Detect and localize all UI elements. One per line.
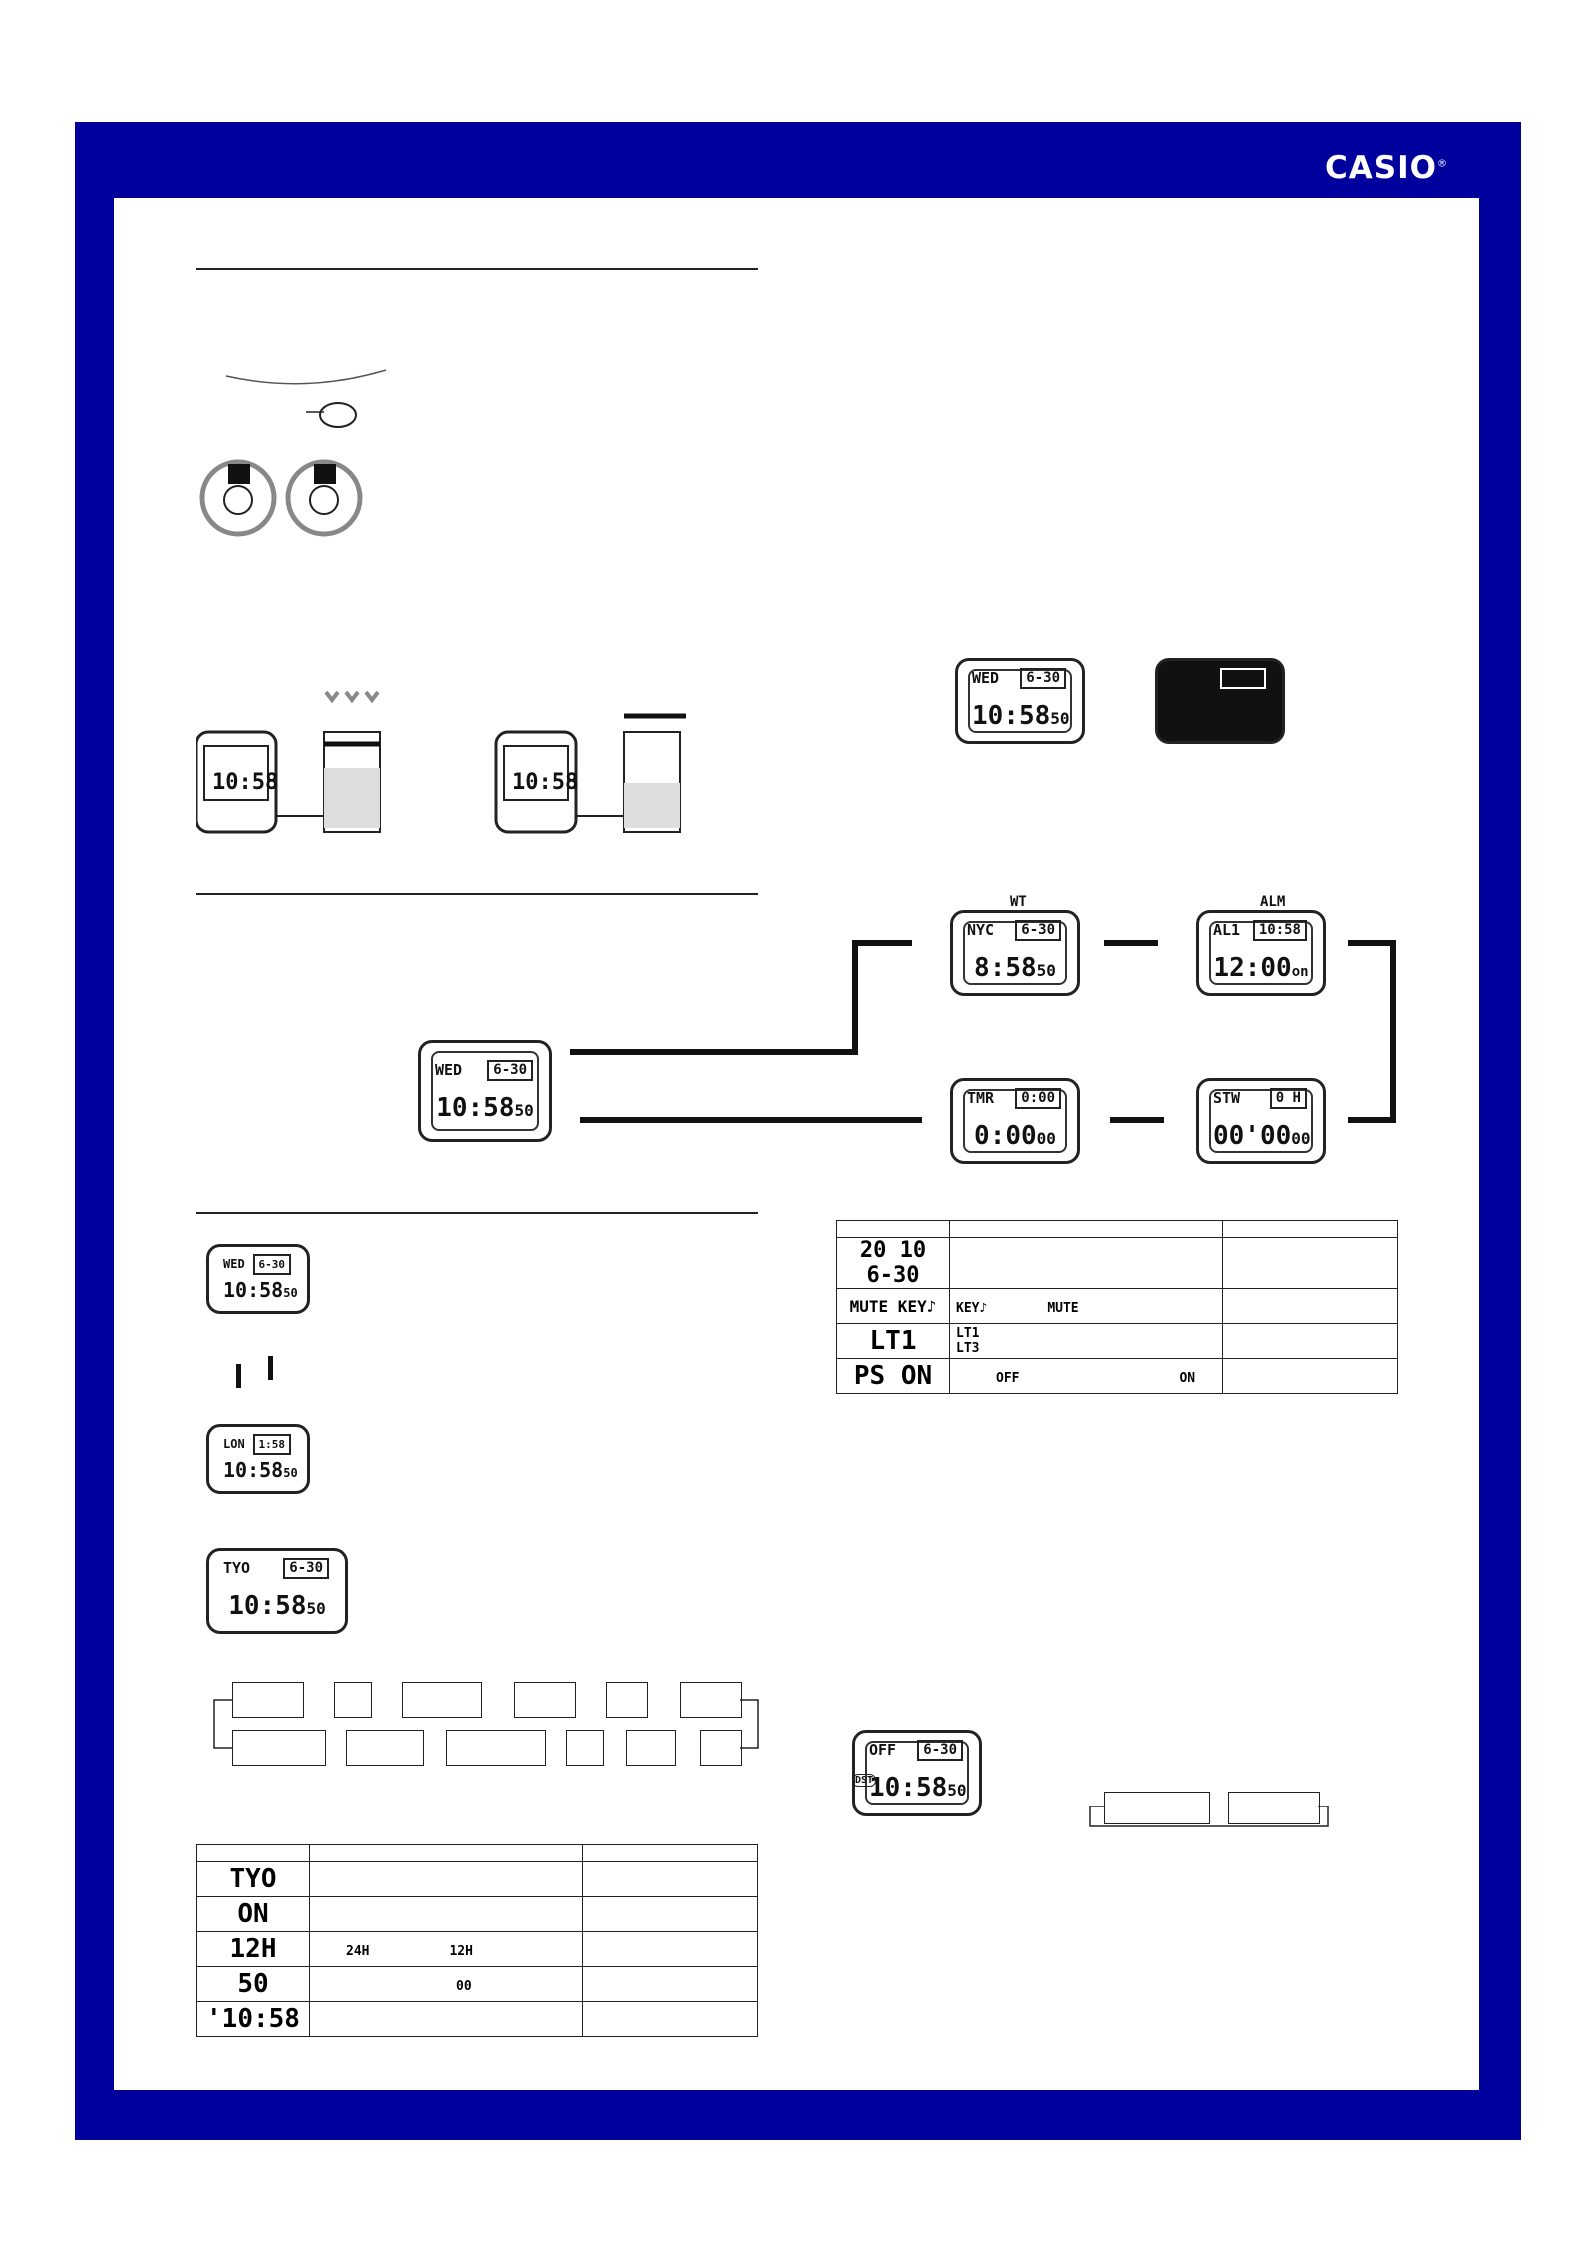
solar-display-left: 10:58 bbox=[212, 770, 279, 795]
watch-dst: OFF 6-30 10:5850 bbox=[852, 1730, 982, 1816]
mode-flow-line bbox=[580, 1117, 922, 1123]
mode-flow-line bbox=[852, 940, 858, 1055]
watch-display-inverted: WED 6-30 10:5850 bbox=[1155, 658, 1285, 744]
solar-display-right: 10:58 bbox=[512, 770, 579, 795]
dst-loop-arrow bbox=[1088, 1806, 1334, 1830]
marker bbox=[268, 1356, 273, 1380]
section-rule bbox=[196, 1212, 758, 1214]
watch-alarm: AL1 10:58 12:00on bbox=[1196, 910, 1326, 996]
display-cell: 12H bbox=[197, 1932, 310, 1967]
mode-flow-line bbox=[852, 940, 912, 946]
display-cell: 50 bbox=[197, 1967, 310, 2002]
label-wt: WT bbox=[1010, 894, 1027, 910]
mode-flow-line bbox=[1390, 940, 1396, 1123]
settings-table-left: TYO ON 12H 24H 12H 50 00 '10:58 bbox=[196, 1844, 758, 2037]
section-rule bbox=[196, 268, 758, 270]
casio-logo: CASIO® bbox=[1325, 150, 1448, 186]
watch-world-time: NYC 6-30 8:5850 bbox=[950, 910, 1080, 996]
mode-flow-line bbox=[1348, 940, 1396, 946]
display-cell: TYO bbox=[197, 1862, 310, 1897]
precaution-illustration bbox=[196, 360, 396, 540]
display-cell: MUTE KEY♪ bbox=[837, 1289, 950, 1324]
solar-chart-illustration bbox=[196, 668, 716, 848]
dst-indicator: DST bbox=[852, 1774, 876, 1787]
watch-stopwatch: STW 0 H 00'0000 bbox=[1196, 1078, 1326, 1164]
watch-small-2: LON 1:58 10:5850 bbox=[206, 1424, 310, 1494]
display-cell: '10:58 bbox=[197, 2002, 310, 2037]
watch-timer: TMR 0:00 0:0000 bbox=[950, 1078, 1080, 1164]
mode-flow-line bbox=[1110, 1117, 1164, 1123]
watch-display-normal: WED 6-30 10:5850 bbox=[955, 658, 1085, 744]
mode-flow-line bbox=[1348, 1117, 1396, 1123]
watch-small-3: TYO 6-30 10:5850 bbox=[206, 1548, 348, 1634]
watch-timekeeping: WED 6-30 10:5850 bbox=[418, 1040, 552, 1142]
display-cell: 20 10 6-30 bbox=[837, 1238, 950, 1289]
display-cell: PS ON bbox=[837, 1359, 950, 1394]
label-alm: ALM bbox=[1260, 894, 1286, 910]
mode-flow-line bbox=[570, 1049, 858, 1055]
section-rule bbox=[196, 893, 758, 895]
settings-table-right: 20 10 6-30 MUTE KEY♪ KEY♪ MUTE LT1 LT1 LT3 PS ON OFF ON bbox=[836, 1220, 1398, 1394]
mode-flow-line bbox=[1104, 940, 1158, 946]
display-cell: LT1 bbox=[837, 1324, 950, 1359]
marker bbox=[236, 1364, 241, 1388]
display-cell: ON bbox=[197, 1897, 310, 1932]
watch-small-1: WED 6-30 10:5850 bbox=[206, 1244, 310, 1314]
sequence-loop-arrows bbox=[208, 1696, 764, 1750]
